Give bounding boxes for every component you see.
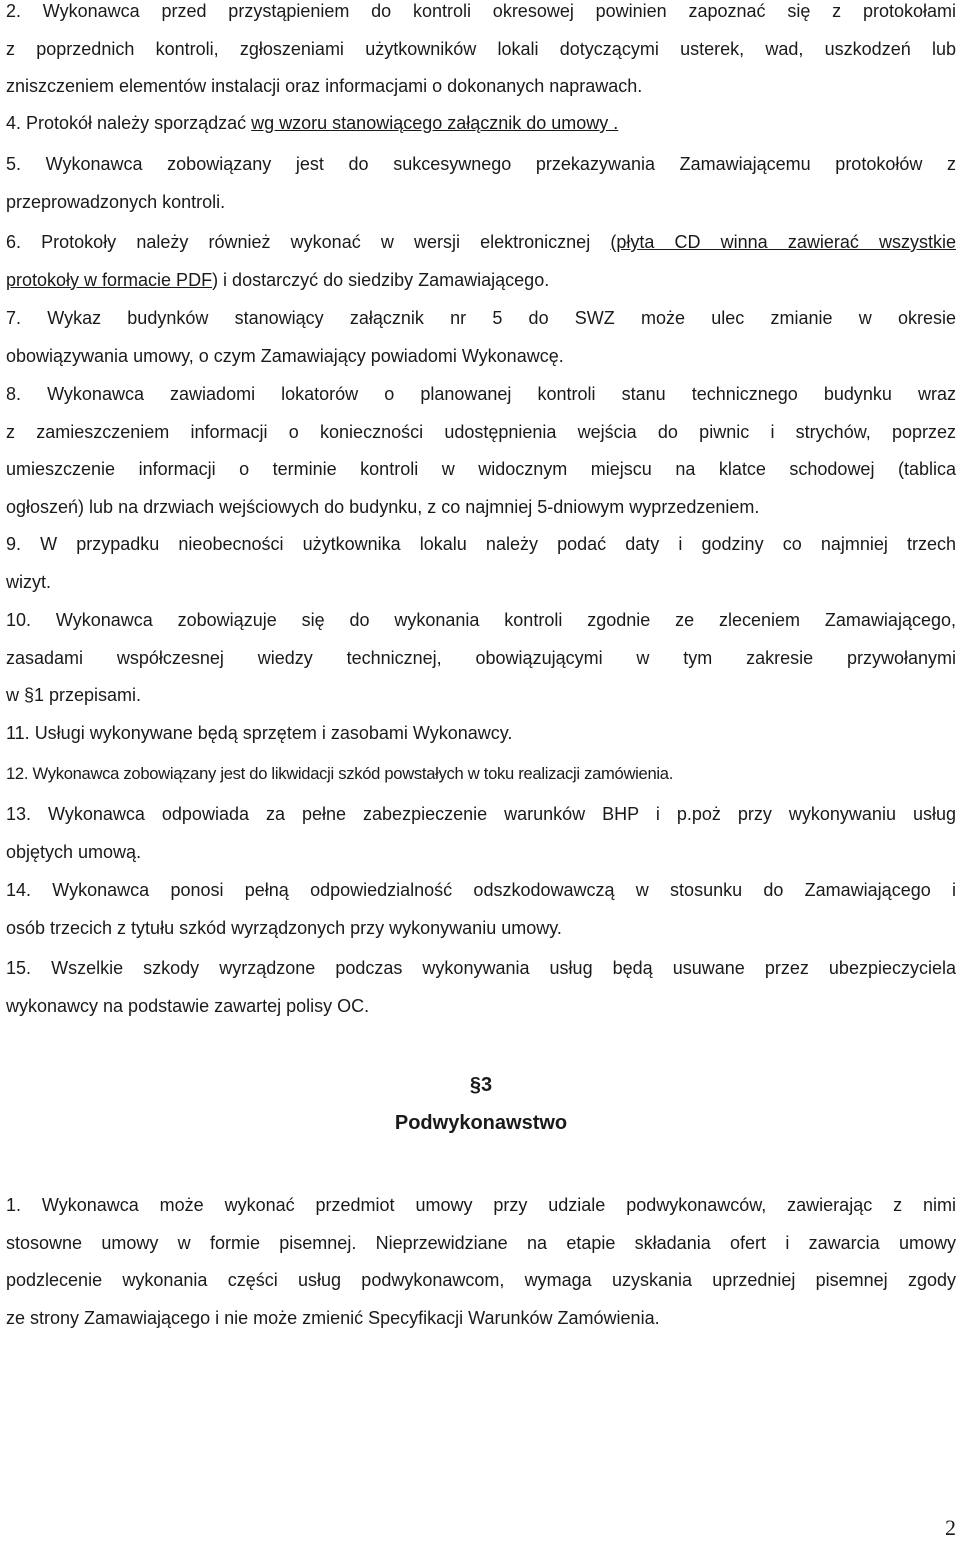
item-12-text: 12. Wykonawca zobowiązany jest do likwidacji szkód powstałych w toku realizacji zamówienia. [6, 764, 674, 783]
item-6-text: 6. Protokoły należy również wykonać w wersji elektronicznej [6, 232, 611, 252]
subcontracting-item-1 [6, 1187, 956, 1337]
item-8 [6, 376, 956, 526]
page-number: 2 [945, 1515, 956, 1540]
item-13 [6, 796, 956, 871]
item-2-line: z poprzednich kontroli, zgłoszeniami użytkowników lokali dotyczącymi usterek, wad, uszkodzeń lub [6, 38, 956, 59]
item-6 [6, 224, 956, 299]
item-2-line: zniszczeniem elementów instalacji oraz informacjami o dokonanych naprawach. [6, 76, 643, 96]
item-4 [6, 105, 956, 143]
item-14-line: 14. Wykonawca ponosi pełną odpowiedzialność odszkodowawczą w stosunku do Zamawiającego i [6, 880, 956, 900]
item-4-text: 4. Protokół należy sporządzać [6, 113, 252, 133]
item-14 [6, 872, 956, 947]
item-6-text: ) i dostarczyć do siedziby Zamawiającego. [212, 269, 550, 290]
item-8-line: ogłoszeń) lub na drzwiach wejściowych do budynku, z co najmniej 5-dniowym wyprzedzeniem. [6, 496, 760, 517]
subcontracting-line: stosowne umowy w formie pisemnej. Nieprzewidziane na etapie składania ofert i zawarcia umowy [6, 1232, 956, 1253]
item-5-line: przeprowadzonych kontroli. [6, 191, 226, 212]
item-13-line: 13. Wykonawca odpowiada za pełne zabezpieczenie warunków BHP i p.poż przy wykonywaniu usług [6, 804, 956, 824]
item-7-line: 7. Wykaz budynków stanowiący załącznik nr 5 do SWZ może ulec zmianie w okresie [6, 308, 956, 328]
item-7-line: obowiązywania umowy, o czym Zamawiający powiadomi Wykonawcę. [6, 345, 564, 366]
item-10-line: w §1 przepisami. [6, 685, 142, 705]
item-5 [6, 146, 956, 221]
item-13-line: objętych umową. [6, 841, 142, 862]
item-5-line: 5. Wykonawca zobowiązany jest do sukcesywnego przekazywania Zamawiającemu protokołów z [6, 154, 956, 174]
item-15-line: 15. Wszelkie szkody wyrządzone podczas wykonywania usług będą usuwane przez ubezpieczyciela [6, 958, 956, 978]
section-number: §3 [469, 1074, 493, 1096]
item-8-line: 8. Wykonawca zawiadomi lokatorów o planowanej kontroli stanu technicznego budynku wraz [6, 384, 956, 404]
item-10-line: zasadami współczesnej wiedzy technicznej, obowiązującymi w tym zakresie przywołanymi [6, 647, 956, 668]
item-6-underlined: (płyta CD winna zawierać wszystkie [610, 232, 956, 252]
item-11-text: 11. Usługi wykonywane będą sprzętem i zasobami Wykonawcy. [6, 723, 513, 743]
item-11 [6, 715, 956, 753]
item-9-line: 9. W przypadku nieobecności użytkownika lokalu należy podać daty i godziny co najmniej trzech [6, 534, 956, 554]
item-8-line: z zamieszczeniem informacji o konieczności udostępnienia wejścia do piwnic i strychów, poprzez [6, 421, 956, 442]
item-12 [6, 755, 956, 793]
item-4-underlined: wg wzoru stanowiącego załącznik do umowy . [251, 113, 619, 133]
item-14-line: osób trzecich z tytułu szkód wyrządzonych przy wykonywaniu umowy. [6, 917, 562, 938]
subcontracting-line: podzlecenie wykonania części usług podwykonawcom, wymaga uzyskania uprzedniej pisemnej zgody [6, 1270, 956, 1290]
item-15 [6, 950, 956, 1025]
item-15-line: wykonawcy na podstawie zawartej polisy OC. [6, 995, 370, 1016]
item-10-line: 10. Wykonawca zobowiązuje się do wykonania kontroli zgodnie ze zleceniem Zamawiającego, [6, 610, 956, 630]
item-2 [6, 0, 956, 106]
item-9-line: wizyt. [6, 571, 51, 592]
item-9 [6, 526, 956, 601]
section-title: Podwykonawstwo [394, 1112, 568, 1134]
item-8-line: umieszczenie informacji o terminie kontroli w widocznym miejscu na klatce schodowej (tablica [6, 459, 956, 479]
item-7 [6, 300, 956, 375]
subcontracting-line: ze strony Zamawiającego i nie może zmienić Specyfikacji Warunków Zamówienia. [6, 1307, 660, 1328]
item-10 [6, 602, 956, 715]
item-2-line: 2. Wykonawca przed przystąpieniem do kontroli okresowej powinien zapoznać się z protokołami [6, 1, 956, 21]
item-6-underlined: protokoły w formacie PDF [6, 269, 213, 290]
subcontracting-line: 1. Wykonawca może wykonać przedmiot umowy przy udziale podwykonawców, zawierając z nimi [6, 1195, 956, 1215]
